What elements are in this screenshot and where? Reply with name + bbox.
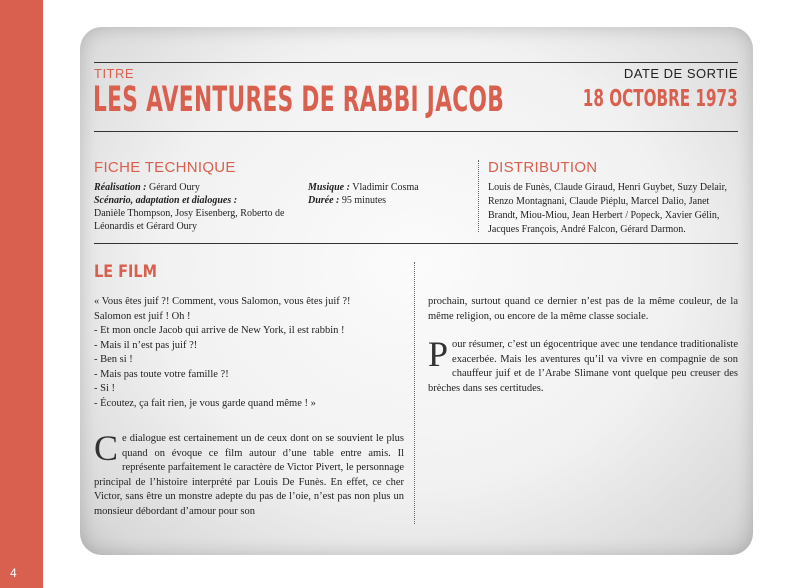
film-paragraph-1-cont: prochain, surtout quand ce dernier n’est pas de la même couleur, de la même religion, ou encore de la même classe sociale. xyxy=(428,296,738,322)
distribution-list: Louis de Funès, Claude Giraud, Henri Guybet, Suzy Delair, Renzo Montagnani, Claude Piéplu, Marcel Dalio, Janet Brandt, Miou-Miou, Jean Herbert / Popeck, Xavier Gélin, Jacques François, André Falcon, Gérard Darmon. xyxy=(488,182,727,235)
title-label: TITRE xyxy=(94,66,135,81)
quote-line: - Écoutez, ça fait rien, je vous garde quand même ! » xyxy=(94,397,316,409)
page-title: LES AVENTURES DE RABBI JACOB xyxy=(93,80,505,120)
fiche-heading: FICHE TECHNIQUE xyxy=(94,159,236,176)
duree-label: Durée : xyxy=(308,195,340,206)
quote-line: - Si ! xyxy=(94,383,115,394)
fiche-divider xyxy=(478,160,479,232)
paragraph-text: e dialogue est certainement un de ceux dont on se souvient le plus quand on évoque ce film autour d’une table entre amis. Il représente parfaitement le caractère de Victor Pivert, le personnage principal de l’histoire interprété par Louis De Funès. En effet, ce cher Victor, sans être un monstre adepte du pas de l’oie, n’est pas non plus un monsieur débordant d’amour pour son xyxy=(94,433,404,517)
side-color-bar xyxy=(0,0,43,588)
fiche-extra xyxy=(308,181,468,207)
musique-value: Vladimir Cosma xyxy=(352,182,419,193)
header-rule xyxy=(94,131,738,132)
duree-value: 95 minutes xyxy=(341,195,387,206)
column-divider xyxy=(414,262,415,524)
quote-line: - Mais pas toute votre famille ?! xyxy=(94,368,229,380)
top-rule xyxy=(94,62,738,63)
quote-line: - Ben si ! xyxy=(94,354,133,365)
realisation-value: Gérard Oury xyxy=(149,182,200,193)
quote-line: - Mais il n’est pas juif ?! xyxy=(94,339,198,351)
film-paragraph-1 xyxy=(94,428,404,519)
fiche-credits xyxy=(94,181,299,233)
realisation-label: Réalisation : xyxy=(94,182,147,193)
section-rule xyxy=(94,243,738,244)
paragraph-text: our résumer, c’est un égocentrique avec une tendance traditionaliste exacerbée. Mais les aventures qu’il va vivre en compagnie de son chauffeur juif et de l’Arabe Slimane vont quelque peu creuser des brèches dans ses certitudes. xyxy=(428,339,738,394)
quote-line: « Vous êtes juif ?! Comment, vous Salomon, vous êtes juif ?! xyxy=(94,296,351,307)
scenario-value: Danièle Thompson, Josy Eisenberg, Roberto de Léonardis et Gérard Oury xyxy=(94,208,285,232)
scenario-label: Scénario, adaptation et dialogues : xyxy=(94,195,238,206)
drop-cap: C xyxy=(94,428,119,468)
page-number: 4 xyxy=(10,566,17,580)
film-heading: LE FILM xyxy=(94,262,157,282)
quote-line: Salomon est juif ! Oh ! xyxy=(94,310,191,322)
film-paragraph-2 xyxy=(428,334,738,396)
release-date: 18 OCTOBRE 1973 xyxy=(583,86,738,112)
drop-cap: P xyxy=(428,334,449,374)
musique-label: Musique : xyxy=(308,182,350,193)
dialogue-quote xyxy=(94,295,394,411)
quote-line: - Et mon oncle Jacob qui arrive de New York, il est rabbin ! xyxy=(94,325,345,336)
distribution-heading: DISTRIBUTION xyxy=(488,159,598,176)
release-date-label: DATE DE SORTIE xyxy=(623,66,738,81)
